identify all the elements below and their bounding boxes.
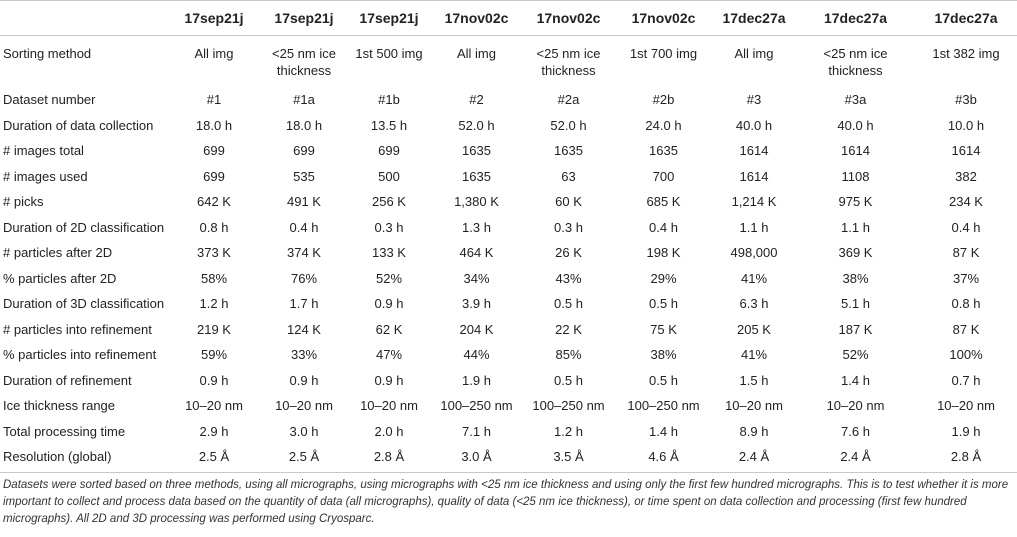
table-cell: 0.8 h bbox=[951, 296, 981, 312]
table-cell: 1614 bbox=[951, 143, 981, 159]
table-cell: 699 bbox=[378, 143, 400, 159]
table-cell: All img bbox=[456, 46, 496, 61]
table-cell: <25 nm ice thickness bbox=[536, 46, 601, 78]
column-header: 17sep21j bbox=[167, 1, 261, 36]
table-cell: 10–20 nm bbox=[826, 398, 885, 414]
table-cell: All img bbox=[194, 46, 234, 61]
table-cell: 0.9 h bbox=[374, 296, 404, 312]
table-cell: 1.7 h bbox=[289, 296, 319, 312]
column-header: 17dec27a bbox=[796, 1, 915, 36]
table-cell: 18.0 h bbox=[285, 117, 323, 133]
table-cell: 29% bbox=[650, 270, 677, 286]
table-cell: 1614 bbox=[739, 143, 769, 159]
table-cell: 256 K bbox=[372, 194, 406, 210]
row-label: Total processing time bbox=[3, 423, 126, 439]
table-cell: 1.2 h bbox=[554, 423, 583, 439]
row-label: Sorting method bbox=[3, 46, 92, 61]
column-header: 17nov02c bbox=[615, 1, 712, 36]
table-cell: 40.0 h bbox=[735, 117, 773, 133]
table-cell: 10–20 nm bbox=[937, 398, 995, 414]
table-cell: 0.5 h bbox=[649, 296, 678, 312]
table-cell: 5.1 h bbox=[841, 296, 870, 312]
table-cell: 2.4 Å bbox=[796, 444, 915, 472]
table-cell: 187 K bbox=[838, 321, 873, 337]
row-label: Resolution (global) bbox=[0, 444, 167, 472]
column-header: 17nov02c bbox=[522, 1, 615, 36]
table-cell: 75 K bbox=[650, 321, 677, 337]
table-cell: 76% bbox=[290, 270, 318, 286]
table-cell: 100–250 nm bbox=[440, 398, 513, 414]
table-cell: 1.3 h bbox=[462, 219, 491, 235]
table-cell: 63 bbox=[561, 168, 576, 184]
table-cell: 0.3 h bbox=[554, 219, 583, 235]
table-cell: 0.5 h bbox=[649, 372, 678, 388]
table-cell: 975 K bbox=[838, 194, 873, 210]
table-cell: 498,000 bbox=[730, 245, 778, 261]
table-cell: 1614 bbox=[841, 143, 870, 159]
table-cell: 369 K bbox=[838, 245, 873, 261]
table-cell: 204 K bbox=[459, 321, 494, 337]
row-label: # images used bbox=[3, 168, 88, 184]
table-cell: 2.8 Å bbox=[915, 444, 1017, 472]
table-footnote: Datasets were sorted based on three methods, using all micrographs, using micrographs with <25 nm ice thickness and using only the first few hundred micrographs. This is to test whether it is more important to collect and process data based on the quantity of data (all micrographs), quality of data (<25 nm ice thickness), or time spent on data collection and processing (first few hundred micrographs). All 2D and 3D processing was performed using Cryosparc. bbox=[3, 479, 1009, 525]
row-label: Duration of data collection bbox=[3, 117, 154, 133]
table-cell: 100–250 nm bbox=[627, 398, 700, 414]
table-cell: 464 K bbox=[459, 245, 494, 261]
table-row bbox=[0, 419, 1017, 445]
table-cell: 1614 bbox=[739, 168, 769, 184]
table-cell: 13.5 h bbox=[370, 117, 408, 133]
table-cell: 44% bbox=[463, 347, 490, 363]
table-cell: 1.9 h bbox=[462, 372, 491, 388]
table-cell: 10.0 h bbox=[947, 117, 985, 133]
table-cell: 0.4 h bbox=[649, 219, 678, 235]
table-cell: 0.9 h bbox=[374, 372, 404, 388]
row-label: Duration of 3D classification bbox=[3, 296, 165, 312]
table-header bbox=[0, 1, 1017, 36]
table-body bbox=[0, 36, 1017, 473]
column-header: 17sep21j bbox=[347, 1, 431, 36]
table-cell: 699 bbox=[203, 168, 225, 184]
table-row bbox=[0, 291, 1017, 317]
table-row bbox=[0, 138, 1017, 164]
table-cell: 1108 bbox=[841, 168, 870, 184]
table-cell: 33% bbox=[290, 347, 318, 363]
table-cell: <25 nm ice thickness bbox=[823, 46, 888, 78]
table-cell: 1.2 h bbox=[199, 296, 229, 312]
table-cell: 2.8 Å bbox=[347, 444, 431, 472]
table-cell: 1.1 h bbox=[739, 219, 769, 235]
table-row bbox=[0, 164, 1017, 190]
table-row bbox=[0, 444, 1017, 472]
table-cell: 491 K bbox=[287, 194, 321, 210]
table-cell: 234 K bbox=[949, 194, 983, 210]
table-cell: 52.0 h bbox=[458, 117, 495, 133]
table-cell: 1.9 h bbox=[951, 423, 981, 439]
table-cell: 10–20 nm bbox=[185, 398, 243, 414]
table-cell: 24.0 h bbox=[645, 117, 682, 133]
table-cell: 699 bbox=[293, 143, 315, 159]
table-cell: 62 K bbox=[375, 321, 403, 337]
table-cell: 205 K bbox=[737, 321, 771, 337]
column-header: 17dec27a bbox=[712, 1, 796, 36]
table-cell: 58% bbox=[200, 270, 228, 286]
table-row bbox=[0, 317, 1017, 343]
table-cell: 10–20 nm bbox=[360, 398, 418, 414]
table-cell: 10–20 nm bbox=[275, 398, 333, 414]
table-row bbox=[0, 266, 1017, 292]
row-label: Ice thickness range bbox=[3, 398, 116, 414]
table-cell: 52.0 h bbox=[550, 117, 587, 133]
table-row bbox=[0, 87, 1017, 113]
table-cell: 1,214 K bbox=[731, 194, 777, 210]
table-cell: #1 bbox=[206, 92, 222, 108]
table-cell: 4.6 Å bbox=[615, 444, 712, 472]
table-cell: 0.5 h bbox=[554, 372, 583, 388]
table-cell: 100% bbox=[949, 347, 983, 363]
table-row bbox=[0, 393, 1017, 419]
row-label: Dataset number bbox=[3, 92, 96, 108]
table-cell: 699 bbox=[203, 143, 225, 159]
table-cell: 3.0 Å bbox=[431, 444, 522, 472]
table-cell: 87 K bbox=[952, 245, 980, 261]
table-cell: 2.9 h bbox=[199, 423, 229, 439]
table-cell: 52% bbox=[375, 270, 403, 286]
table-cell: #1b bbox=[378, 92, 400, 108]
table-cell: All img bbox=[734, 46, 774, 61]
table-cell: 1.4 h bbox=[649, 423, 678, 439]
table-cell: #3a bbox=[844, 92, 867, 108]
table-cell: 26 K bbox=[555, 245, 582, 261]
table-cell: #3b bbox=[955, 92, 977, 108]
table-cell: 100–250 nm bbox=[532, 398, 605, 414]
table-row bbox=[0, 189, 1017, 215]
table-row bbox=[0, 240, 1017, 266]
table-cell: 219 K bbox=[197, 321, 231, 337]
table-cell: 59% bbox=[200, 347, 228, 363]
table-cell: 374 K bbox=[287, 245, 321, 261]
table-cell: 0.3 h bbox=[374, 219, 404, 235]
table-cell: 37% bbox=[952, 270, 980, 286]
table-cell: 1.4 h bbox=[841, 372, 870, 388]
table-cell: 41% bbox=[740, 270, 768, 286]
table-row bbox=[0, 368, 1017, 394]
table-cell: 3.9 h bbox=[462, 296, 491, 312]
table-cell: 8.9 h bbox=[739, 423, 769, 439]
table-row bbox=[0, 36, 1017, 88]
table-cell: 1635 bbox=[462, 168, 491, 184]
table-cell: 1st 700 img bbox=[629, 46, 698, 61]
table-cell: 0.5 h bbox=[554, 296, 583, 312]
row-label: % particles into refinement bbox=[3, 347, 157, 363]
table-cell: 1635 bbox=[649, 143, 678, 159]
table-cell: 685 K bbox=[646, 194, 681, 210]
table-cell: 535 bbox=[293, 168, 315, 184]
table-cell: 133 K bbox=[372, 245, 406, 261]
table-cell: 0.4 h bbox=[289, 219, 319, 235]
table-cell: 642 K bbox=[197, 194, 231, 210]
corner-header-cell bbox=[0, 1, 167, 36]
table-cell: 43% bbox=[555, 270, 582, 286]
table-cell: 7.6 h bbox=[841, 423, 870, 439]
table-row bbox=[0, 113, 1017, 139]
table-cell: 0.8 h bbox=[199, 219, 229, 235]
table-cell: 124 K bbox=[287, 321, 321, 337]
table-cell: 0.9 h bbox=[289, 372, 319, 388]
table-cell: 700 bbox=[652, 168, 675, 184]
table-cell: 22 K bbox=[555, 321, 582, 337]
table-cell: 0.7 h bbox=[951, 372, 981, 388]
table-cell: 41% bbox=[740, 347, 768, 363]
table-cell: 85% bbox=[555, 347, 582, 363]
table-cell: 7.1 h bbox=[462, 423, 491, 439]
table-cell: 34% bbox=[463, 270, 490, 286]
table-cell: 1st 500 img bbox=[355, 46, 423, 61]
table-cell: 3.5 Å bbox=[522, 444, 615, 472]
table-cell: 1635 bbox=[462, 143, 491, 159]
table-cell: 0.9 h bbox=[199, 372, 229, 388]
table-cell: #1a bbox=[293, 92, 315, 108]
table-cell: 2.5 Å bbox=[261, 444, 347, 472]
table-row bbox=[0, 342, 1017, 368]
table-cell: 500 bbox=[378, 168, 400, 184]
table-cell: 1.5 h bbox=[739, 372, 769, 388]
table-cell: 52% bbox=[842, 347, 869, 363]
row-label: # picks bbox=[3, 194, 44, 210]
table-cell: 3.0 h bbox=[289, 423, 319, 439]
row-label: # particles into refinement bbox=[3, 321, 152, 337]
table-cell: 1st 382 img bbox=[932, 46, 1000, 61]
table-cell: 60 K bbox=[555, 194, 582, 210]
table-cell: 1.1 h bbox=[841, 219, 870, 235]
table-cell: #2 bbox=[469, 92, 484, 108]
table-cell: 87 K bbox=[952, 321, 980, 337]
table-cell: 2.4 Å bbox=[712, 444, 796, 472]
table-cell: 38% bbox=[650, 347, 677, 363]
row-label: # images total bbox=[3, 143, 84, 159]
table-cell: 1635 bbox=[554, 143, 583, 159]
table-cell: 40.0 h bbox=[837, 117, 874, 133]
table-cell: #2a bbox=[557, 92, 580, 108]
row-label: % particles after 2D bbox=[3, 270, 117, 286]
table-cell: <25 nm ice thickness bbox=[272, 46, 336, 78]
table-cell: 2.5 Å bbox=[167, 444, 261, 472]
column-header: 17nov02c bbox=[431, 1, 522, 36]
table-cell: 38% bbox=[842, 270, 869, 286]
table-cell: 18.0 h bbox=[195, 117, 233, 133]
table-cell: 373 K bbox=[197, 245, 231, 261]
table-cell: 198 K bbox=[646, 245, 681, 261]
table-cell: 47% bbox=[375, 347, 403, 363]
table-row bbox=[0, 215, 1017, 241]
row-label: Duration of 2D classification bbox=[3, 219, 165, 235]
table-cell: 2.0 h bbox=[374, 423, 404, 439]
row-label: # particles after 2D bbox=[3, 245, 113, 261]
table-cell: 0.4 h bbox=[951, 219, 981, 235]
table-cell: #3 bbox=[746, 92, 762, 108]
table-cell: 1,380 K bbox=[454, 194, 499, 210]
header-row bbox=[0, 1, 1017, 36]
row-label: Duration of refinement bbox=[3, 372, 132, 388]
table-cell: 10–20 nm bbox=[725, 398, 783, 414]
table-cell: 382 bbox=[955, 168, 977, 184]
column-header: 17sep21j bbox=[261, 1, 347, 36]
column-header: 17dec27a bbox=[915, 1, 1017, 36]
table-cell: 6.3 h bbox=[739, 296, 769, 312]
table-cell: #2b bbox=[652, 92, 675, 108]
